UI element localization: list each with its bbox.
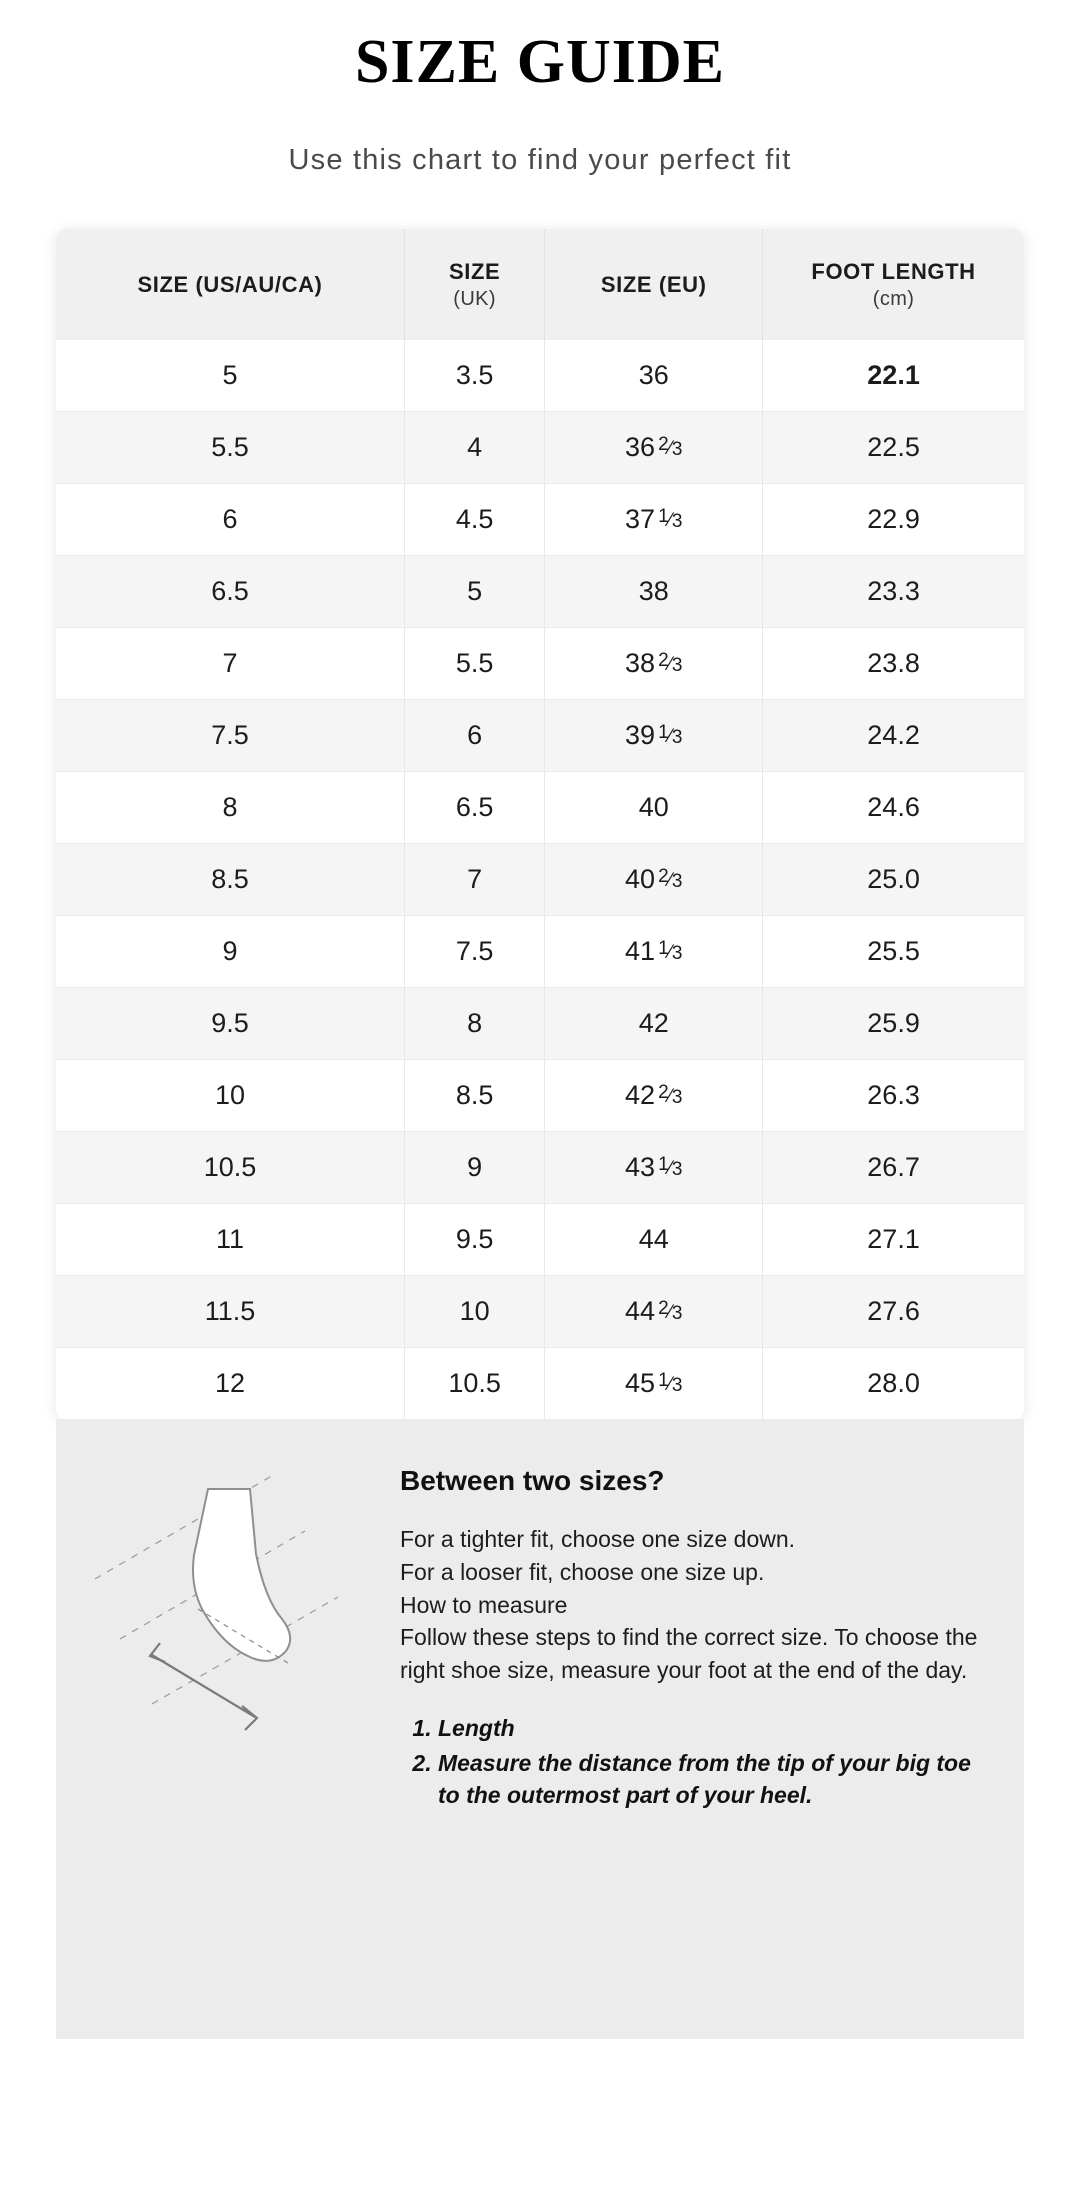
cell-size-eu xyxy=(545,988,763,1060)
table-row xyxy=(56,1204,1024,1276)
cell-foot-length: 22.9 xyxy=(763,484,1024,556)
size-guide-page xyxy=(0,28,1080,2209)
column-header-us-label: SIZE (US/AU/CA) xyxy=(137,272,323,298)
cell-size-eu-fraction: $^2⁄_3$ xyxy=(658,650,683,677)
cell-size-eu xyxy=(545,1132,763,1204)
measure-step xyxy=(438,1712,990,1744)
cell-size-us: 11.5 xyxy=(56,1276,404,1348)
cell-size-eu-fraction: $^1⁄_3$ xyxy=(658,1154,683,1181)
cell-size-eu-base: 38 xyxy=(638,576,669,607)
cell-size-eu xyxy=(545,556,763,628)
table-row xyxy=(56,628,1024,700)
table-row xyxy=(56,844,1024,916)
table-row xyxy=(56,1132,1024,1204)
cell-size-eu-base: 44 xyxy=(625,1296,656,1327)
table-body xyxy=(56,340,1024,1420)
table-row xyxy=(56,988,1024,1060)
cell-size-uk: 6.5 xyxy=(404,772,544,844)
cell-foot-length: 23.3 xyxy=(763,556,1024,628)
cell-size-eu-fraction: $^1⁄_3$ xyxy=(658,506,683,533)
size-chart-card xyxy=(56,229,1024,1419)
measurement-note-panel xyxy=(56,1419,1024,1959)
size-chart-table xyxy=(56,229,1024,1419)
cell-size-eu xyxy=(545,916,763,988)
cell-size-uk: 6 xyxy=(404,700,544,772)
cell-size-eu-base: 42 xyxy=(625,1080,656,1111)
column-header-uk-label: SIZE xyxy=(448,259,501,285)
cell-size-eu-base: 36 xyxy=(625,432,656,463)
cell-size-eu-base: 44 xyxy=(638,1224,669,1255)
cell-size-eu xyxy=(545,340,763,412)
note-line-tighter: For a tighter fit, choose one size down. xyxy=(400,1526,796,1553)
cell-size-us: 5 xyxy=(56,340,404,412)
table-row xyxy=(56,1348,1024,1420)
cell-size-us: 9.5 xyxy=(56,988,404,1060)
cell-size-eu-fraction: $^2⁄_3$ xyxy=(658,1298,683,1325)
cell-size-eu-fraction: $^2⁄_3$ xyxy=(658,1082,683,1109)
table-row xyxy=(56,772,1024,844)
cell-size-uk: 9.5 xyxy=(404,1204,544,1276)
cell-size-uk: 8.5 xyxy=(404,1060,544,1132)
cell-foot-length: 27.6 xyxy=(763,1276,1024,1348)
cell-size-us: 12 xyxy=(56,1348,404,1420)
table-row xyxy=(56,556,1024,628)
table-row xyxy=(56,1060,1024,1132)
cell-size-us: 7 xyxy=(56,628,404,700)
cell-size-eu xyxy=(545,412,763,484)
column-header-us xyxy=(56,229,404,340)
measurement-note-text xyxy=(400,1459,990,1909)
cell-size-eu xyxy=(545,1276,763,1348)
cell-size-eu xyxy=(545,1204,763,1276)
column-header-foot-length-sub: (cm) xyxy=(872,288,915,311)
cell-size-uk: 10 xyxy=(404,1276,544,1348)
measure-step-text: Measure the distance from the tip of your big toe to the outermost part of your heel. xyxy=(438,1749,971,1808)
table-header-row xyxy=(56,229,1024,340)
cell-size-eu xyxy=(545,1060,763,1132)
cell-foot-length: 22.5 xyxy=(763,412,1024,484)
cell-foot-length: 25.0 xyxy=(763,844,1024,916)
cell-size-us: 6 xyxy=(56,484,404,556)
cell-foot-length: 22.1 xyxy=(763,340,1024,412)
table-row xyxy=(56,412,1024,484)
panel-bottom-fill xyxy=(56,1959,1024,2039)
cell-size-uk: 3.5 xyxy=(404,340,544,412)
cell-size-eu-base: 43 xyxy=(625,1152,656,1183)
cell-size-eu-base: 36 xyxy=(638,360,669,391)
cell-foot-length: 28.0 xyxy=(763,1348,1024,1420)
cell-size-uk: 10.5 xyxy=(404,1348,544,1420)
cell-size-eu xyxy=(545,772,763,844)
cell-size-eu-base: 41 xyxy=(625,936,656,967)
cell-size-us: 5.5 xyxy=(56,412,404,484)
cell-size-us: 10.5 xyxy=(56,1132,404,1204)
cell-size-eu xyxy=(545,700,763,772)
cell-size-eu-fraction: $^1⁄_3$ xyxy=(658,1370,683,1397)
note-line-how-to-measure: How to measure xyxy=(400,1591,568,1618)
cell-size-us: 10 xyxy=(56,1060,404,1132)
cell-size-uk: 7 xyxy=(404,844,544,916)
note-line-looser: For a looser fit, choose one size up. xyxy=(400,1558,765,1585)
cell-size-uk: 5.5 xyxy=(404,628,544,700)
page-subtitle: Use this chart to find your perfect fit xyxy=(288,144,792,177)
cell-foot-length: 24.2 xyxy=(763,700,1024,772)
column-header-foot-length-label: FOOT LENGTH xyxy=(811,259,976,285)
table-row xyxy=(56,1276,1024,1348)
measure-steps-list xyxy=(400,1712,990,1811)
table-row xyxy=(56,484,1024,556)
cell-size-uk: 7.5 xyxy=(404,916,544,988)
cell-foot-length: 25.5 xyxy=(763,916,1024,988)
cell-size-uk: 5 xyxy=(404,556,544,628)
cell-size-us: 11 xyxy=(56,1204,404,1276)
cell-size-us: 8.5 xyxy=(56,844,404,916)
cell-size-uk: 4 xyxy=(404,412,544,484)
table-row xyxy=(56,700,1024,772)
cell-size-eu-base: 42 xyxy=(638,1008,669,1039)
cell-foot-length: 26.7 xyxy=(763,1132,1024,1204)
column-header-foot-length xyxy=(763,229,1024,340)
cell-size-eu xyxy=(545,628,763,700)
cell-size-us: 9 xyxy=(56,916,404,988)
page-title: SIZE GUIDE xyxy=(354,28,726,96)
cell-size-eu xyxy=(545,1348,763,1420)
cell-size-eu-base: 40 xyxy=(638,792,669,823)
cell-foot-length: 26.3 xyxy=(763,1060,1024,1132)
cell-size-eu xyxy=(545,484,763,556)
cell-size-eu-base: 40 xyxy=(625,864,656,895)
cell-size-uk: 8 xyxy=(404,988,544,1060)
cell-size-eu xyxy=(545,844,763,916)
cell-foot-length: 27.1 xyxy=(763,1204,1024,1276)
measure-step xyxy=(438,1747,990,1811)
cell-size-eu-fraction: $^1⁄_3$ xyxy=(658,722,683,749)
foot-measure-illustration xyxy=(90,1459,390,1909)
cell-foot-length: 24.6 xyxy=(763,772,1024,844)
cell-size-us: 8 xyxy=(56,772,404,844)
cell-size-eu-base: 39 xyxy=(625,720,656,751)
cell-foot-length: 23.8 xyxy=(763,628,1024,700)
cell-size-eu-base: 38 xyxy=(625,648,656,679)
cell-foot-length: 25.9 xyxy=(763,988,1024,1060)
column-header-eu xyxy=(545,229,763,340)
cell-size-eu-base: 45 xyxy=(625,1368,656,1399)
cell-size-eu-fraction: $^2⁄_3$ xyxy=(658,434,683,461)
column-header-eu-label: SIZE (EU) xyxy=(600,272,707,298)
column-header-uk-sub: (UK) xyxy=(453,288,496,311)
table-header xyxy=(56,229,1024,340)
cell-size-us: 6.5 xyxy=(56,556,404,628)
cell-size-uk: 9 xyxy=(404,1132,544,1204)
table-row xyxy=(56,340,1024,412)
note-title: Between two sizes? xyxy=(400,1465,665,1497)
note-paragraph: Follow these steps to find the correct size. To choose the right shoe size, measure your foot at the end of the day. xyxy=(400,1624,978,1683)
cell-size-eu-fraction: $^1⁄_3$ xyxy=(658,938,683,965)
measure-step-text: Length xyxy=(438,1715,515,1742)
table-row xyxy=(56,916,1024,988)
cell-size-uk: 4.5 xyxy=(404,484,544,556)
cell-size-us: 7.5 xyxy=(56,700,404,772)
cell-size-eu-fraction: $^2⁄_3$ xyxy=(658,866,683,893)
cell-size-eu-base: 37 xyxy=(625,504,656,535)
column-header-uk xyxy=(404,229,544,340)
